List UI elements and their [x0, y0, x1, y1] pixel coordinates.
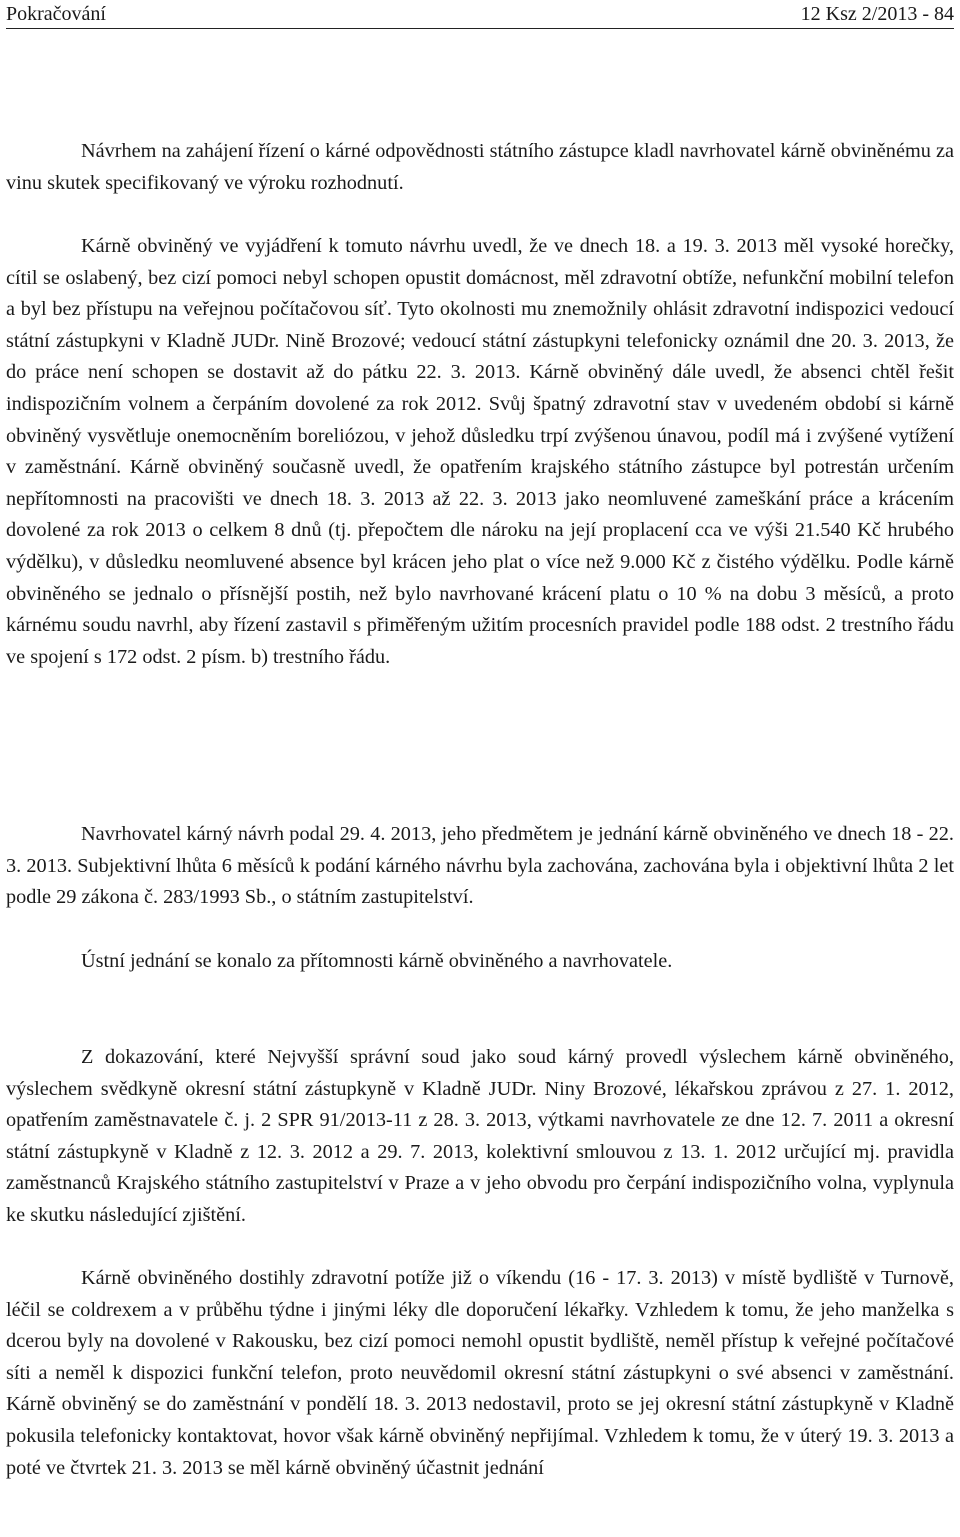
paragraph-motion: Návrhem na zahájení řízení o kárné odpovědnosti státního zástupce kladl navrhovatel kárně obviněnému za vinu skutek specifikovaný ve výroku rozhodnutí.: [6, 140, 954, 194]
header-title: Pokračování: [6, 3, 106, 25]
case-number: 12 Ksz 2/2013 - 84: [800, 3, 954, 25]
paragraph-findings: Kárně obviněného dostihly zdravotní potíže již o víkendu (16 - 17. 3. 2013) v místě bydliště v Turnově, léčil se coldrexem a v průběhu týdne i jinými léky dle doporučení lékařky. Vzhledem k tomu, že jeho manželka s dcerou byly na dovolené v Rakousku, bez cizí pomoci nemohl opustit bydliště, neměl přístup k veřejné počítačové síti a neměl k dispozici funkční telefon, proto neuvědomil okresní státní zástupkyni o své absenci v zaměstnání. Kárně obviněný se do zaměstnání v pondělí 18. 3. 2013 nedostavil, proto se jej okresní státní zástupkyně v Kladně pokusila telefonicky kontaktovat, hovor však kárně obviněný nepřijímal. Vzhledem k tomu, že v úterý 19. 3. 2013 a poté ve čtvrtek 21. 3. 2013 se měl kárně obviněný účastnit jednání: [6, 1267, 954, 1479]
paragraph-defendant-statement: Kárně obviněný ve vyjádření k tomuto návrhu uvedl, že ve dnech 18. a 19. 3. 2013 měl vysoké horečky, cítil se oslabený, bez cizí pomoci nebyl schopen opustit domácnost, měl zdravotní obtíže, nefunkční mobilní telefon a byl bez přístupu na veřejnou počítačovou síť. Tyto okolnosti mu znemožnily ohlásit zdravotní indispozici vedoucí státní zástupkyni v Kladně JUDr. Nině Brozové; vedoucí státní zástupkyni telefonicky oznámil dne 20. 3. 2013, že do práce není schopen se dostavit až do pátku 22. 3. 2013. Kárně obviněný dále uvedl, že absenci chtěl řešit indispozičním volnem a čerpáním dovolené za rok 2012. Svůj špatný zdravotní stav v uvedeném období si kárně obviněný vysvětluje onemocněním boreliózou, v jehož důsledku trpí zvýšenou únavou, podíl má i zvýšené vytížení v zaměstnání. Kárně obviněný současně uvedl, že opatřením krajského státního zástupce byl potrestán určením nepřítomnosti na pracovišti ve dnech 18. 3. 2013 až 22. 3. 2013 jako neomluvené zameškání práce a krácením dovolené za rok 2013 o celkem 8 dnů (tj. přepočtem dle nároku na její proplacení cca ve výši 21.540 Kč hrubého výdělku), v důsledku neomluvené absence byl krácen jeho plat o více než 9.000 Kč z čistého výdělku. Podle kárně obviněného se jednalo o přísnější postih, než bylo navrhované krácení platu o 10 % na dobu 3 měsíců, a proto kárnému soudu navrhl, aby řízení zastavil s přiměřeným užitím procesních pravidel podle 188 odst. 2 trestního řádu ve spojení s 172 odst. 2 písm. b) trestního řádu.: [6, 235, 954, 668]
paragraph-hearing: Ústní jednání se konalo za přítomnosti kárně obviněného a navrhovatele.: [81, 950, 673, 972]
paragraph-deadlines: Navrhovatel kárný návrh podal 29. 4. 2013, jeho předmětem je jednání kárně obviněného ve dnech 18 - 22. 3. 2013. Subjektivní lhůta 6 měsíců k podání kárného návrhu byla zachována, zachována byla i objektivní lhůta 2 let podle 29 zákona č. 283/1993 Sb., o státním zastupitelství.: [6, 823, 954, 909]
page-header: [6, 2, 954, 29]
paragraph-evidence: Z dokazování, které Nejvyšší správní soud jako soud kárný provedl výslechem kárně obviněného, výslechem svědkyně okresní státní zástupkyně v Kladně JUDr. Niny Brozové, lékařskou zprávou z 27. 1. 2012, opatřením zaměstnavatele č. j. 2 SPR 91/2013-11 z 28. 3. 2013, výtkami navrhovatele ze dne 12. 7. 2011 a okresní státní zástupkyně v Kladně z 12. 3. 2012 a 29. 7. 2013, kolektivní smlouvou z 13. 1. 2012 určující mj. pravidla zaměstnanců Krajského státního zastupitelství v Praze a v jeho obvodu pro čerpání indispozičního volna, vyplynula ke skutku následující zjištění.: [6, 1046, 954, 1226]
